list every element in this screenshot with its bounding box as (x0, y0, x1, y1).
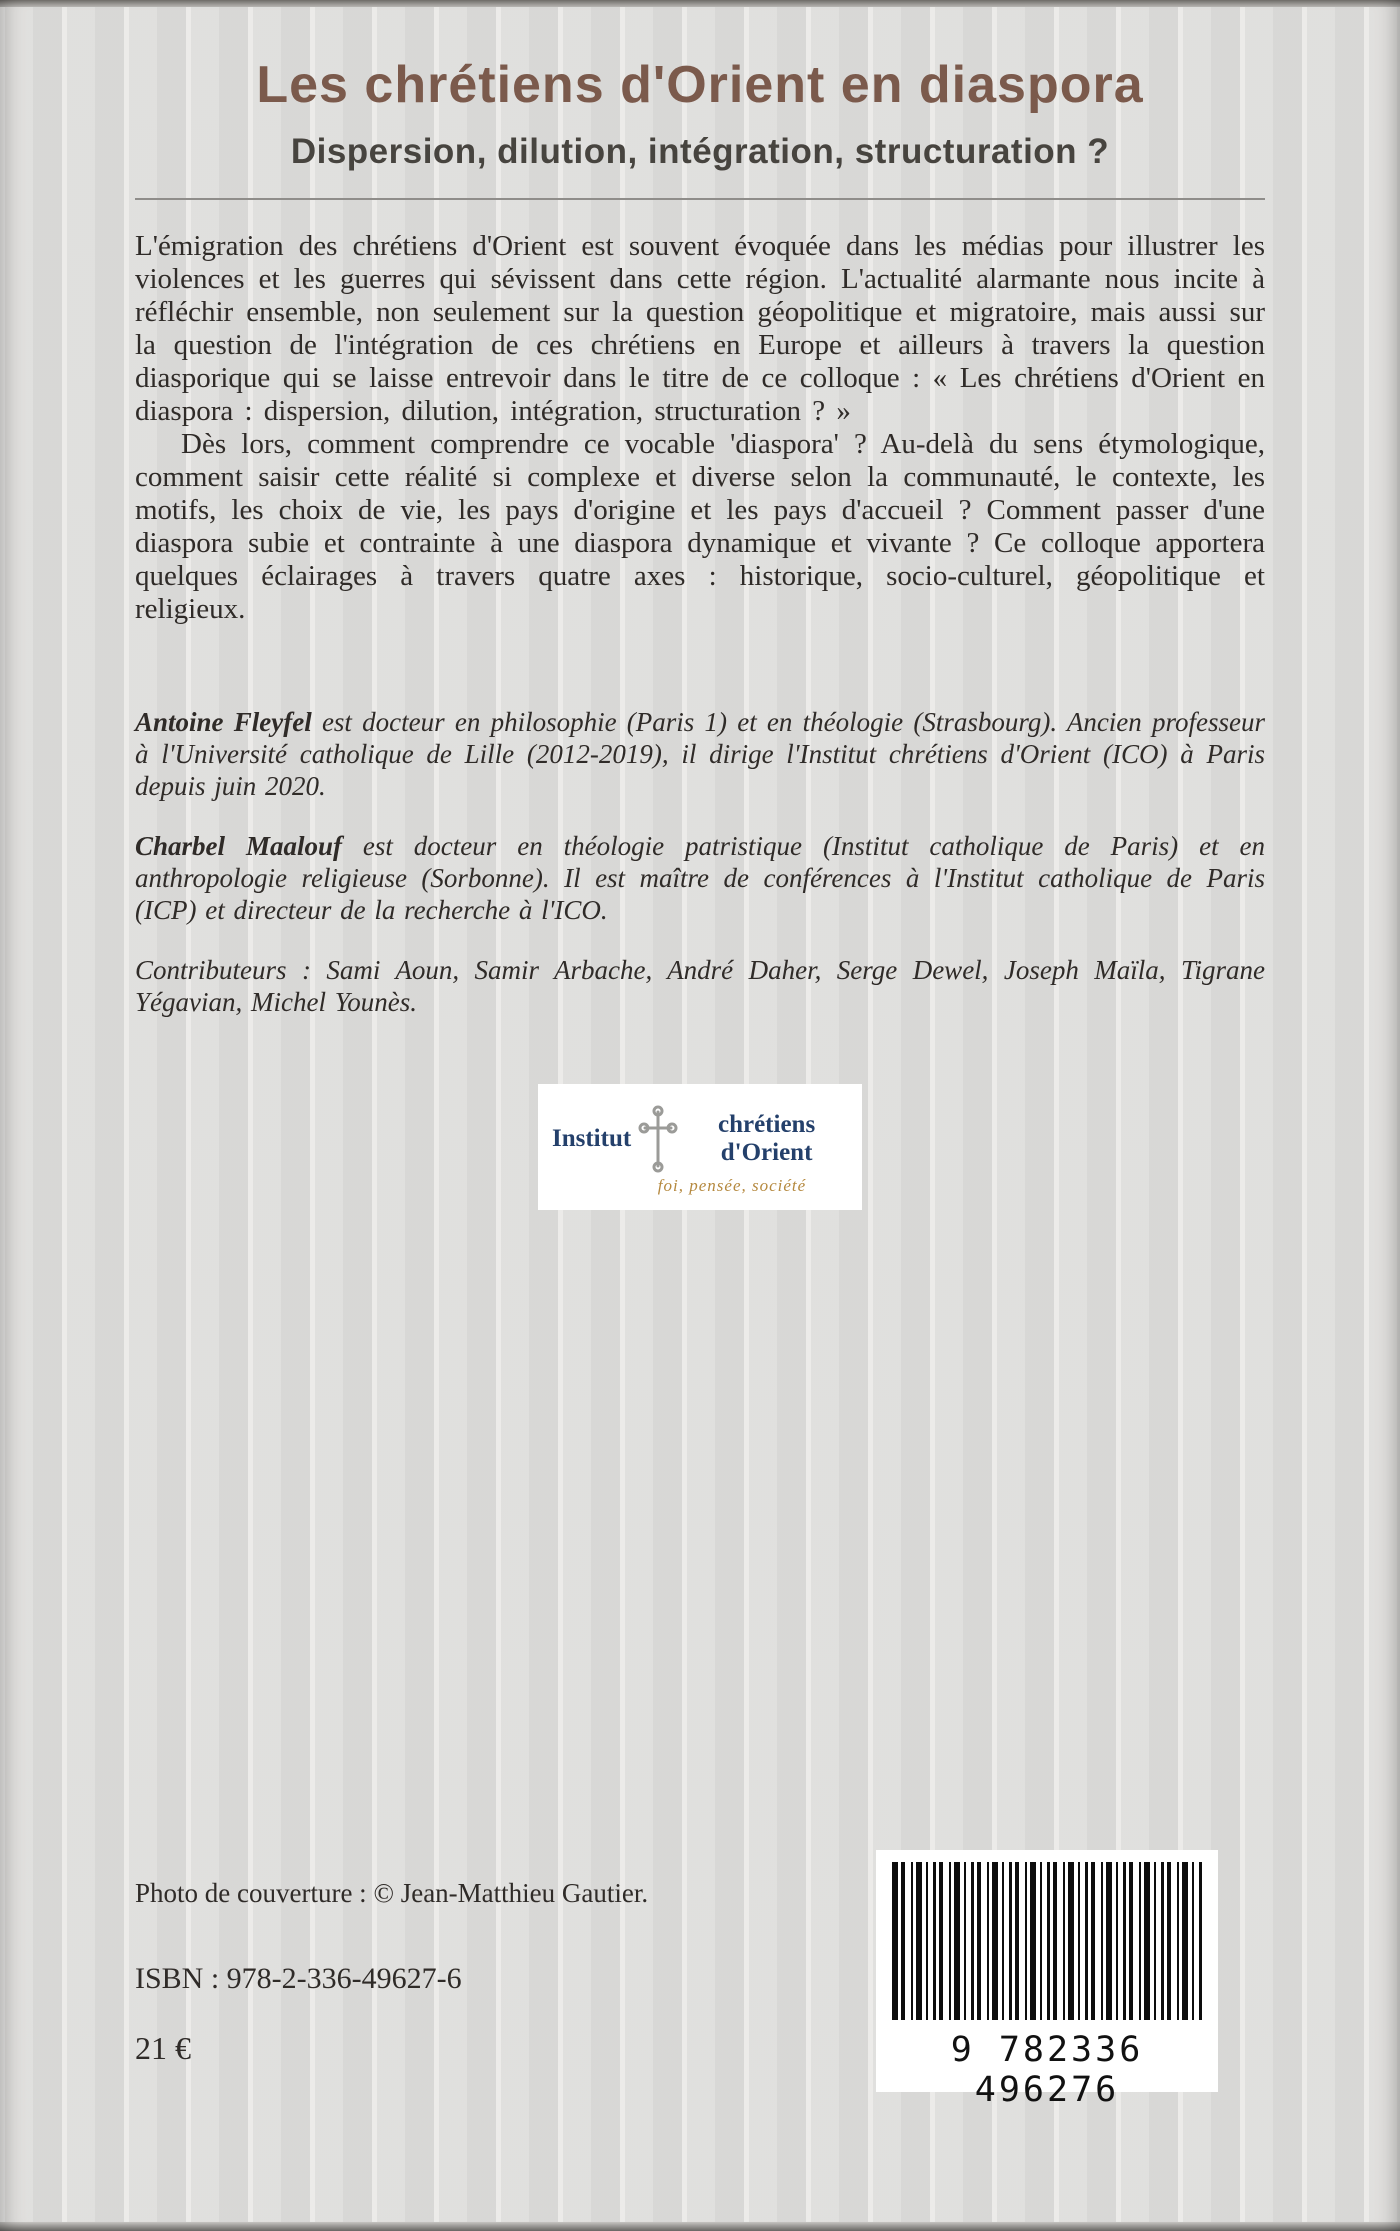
isbn-line: ISBN : 978-2-336-49627-6 (135, 1962, 462, 1995)
barcode (876, 1850, 1218, 2110)
cover-content (135, 56, 1265, 1210)
budded-cross-icon (637, 1104, 679, 1174)
scan-edge-top (0, 0, 1400, 7)
author-name: Antoine Fleyfel (135, 707, 312, 738)
logo-tagline: foi, pensée, société (657, 1176, 807, 1196)
book-subtitle: Dispersion, dilution, intégration, structuration ? (290, 131, 1110, 171)
author-bio (135, 706, 1265, 802)
author-name: Charbel Maalouf (135, 831, 342, 862)
book-title: Les chrétiens d'Orient en diaspora (256, 56, 1144, 114)
bios-section (135, 706, 1265, 1018)
summary-section (135, 230, 1265, 626)
divider (135, 198, 1265, 200)
price-line: 21 € (135, 2030, 191, 2066)
logo-word-institut: Institut (552, 1125, 632, 1153)
author-bio-text: est docteur en théologie patristique (Institut catholique de Paris) et en anthropologie religieuse (Sorbonne). Il est maître de conférences à l'Institut catholique de Paris (ICP) et directeur de la recherche à l'ICO. (135, 831, 1265, 926)
barcode-number: 9 782336 496276 (950, 2030, 1144, 2110)
logo-word-chretiens-dorient: chrétiens d'Orient (717, 1111, 816, 1167)
contributors-line: Contributeurs : Sami Aoun, Samir Arbache, André Daher, Serge Dewel, Joseph Maïla, Tigrane Yégavian, Michel Younès. (135, 955, 1265, 1018)
summary-paragraph: L'émigration des chrétiens d'Orient est souvent évoquée dans les médias pour illustrer les violences et les guerres qui sévissent dans cette région. L'actualité alarmante nous incite à réfléchir ensemble, non seulement sur la question géopolitique et migratoire, mais aussi sur la question de l'intégration de ces chrétiens en Europe et ailleurs à travers la question diasporique qui se laisse entrevoir dans le titre de ce colloque : « Les chrétiens d'Orient en diaspora : dispersion, dilution, intégration, structuration ? » (135, 230, 1265, 428)
author-bio (135, 830, 1265, 926)
publisher-logo-row (552, 1104, 848, 1174)
author-bio-text: est docteur en philosophie (Paris 1) et en théologie (Strasbourg). Ancien professeur à l'Université catholique de Lille (2012-2019), il dirige l'Institut chrétiens d'Orient (ICO) à Paris depuis juin 2020. (135, 707, 1266, 802)
summary-paragraph: Dès lors, comment comprendre ce vocable 'diaspora' ? Au-delà du sens étymologique, comment saisir cette réalité si complexe et diverse selon la communauté, le contexte, les motifs, les choix de vie, les pays d'origine et les pays d'accueil ? Comment passer d'une diaspora subie et contrainte à une diaspora dynamique et vivante ? Ce colloque apportera quelques éclairages à travers quatre axes : historique, socio-culturel, géopolitique et religieux. (135, 428, 1265, 626)
photo-credit: Photo de couverture : © Jean-Matthieu Gautier. (135, 1878, 649, 1908)
scan-edge-bottom (0, 2222, 1400, 2231)
barcode-bars (892, 1862, 1202, 2020)
publisher-logo (538, 1084, 862, 1210)
